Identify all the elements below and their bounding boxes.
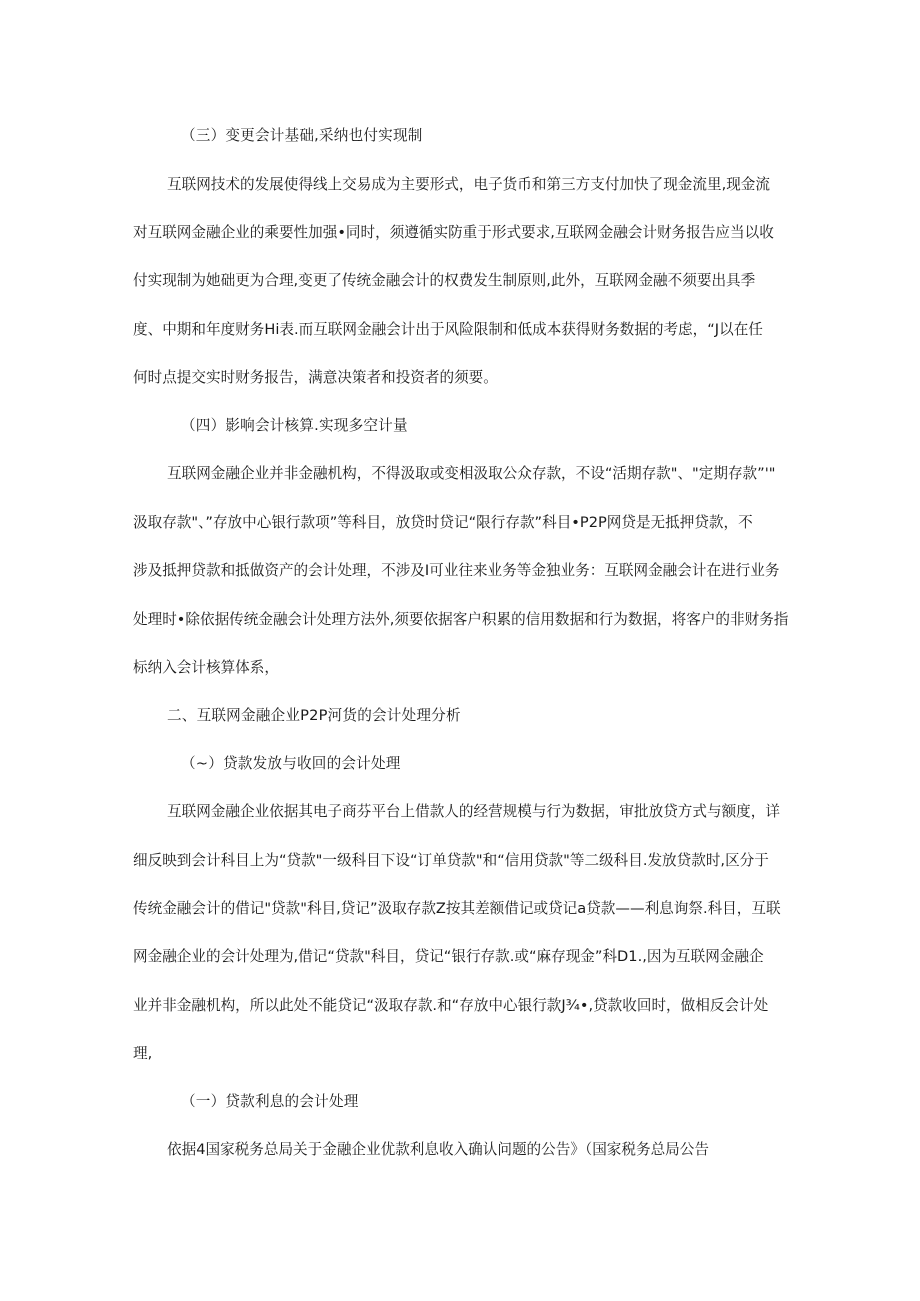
paragraph-line: 处理时•除依据传统金融会计处理方法外,须要依据客户积累的信用数据和行为数据，将客户的非财务指 xyxy=(133,611,789,628)
paragraph-line: 付实现制为她础更为合理,变更了传统金融会计的权费发生制原则,此外，互联网金融不须要出具季 xyxy=(133,272,756,289)
paragraph-line: 互联网金融企业并非金融机构，不得汲取或变相汲取公众存款，不设“活期存款"、"定期存款”'" xyxy=(167,465,776,482)
paragraph-line: 汲取存款"、”存放中心银行款项”等科目，放贷时贷记“限行存款”科目•P2P网贷是无抵押贷款，不 xyxy=(133,514,753,531)
paragraph-line: 标纳入会计核算体系， xyxy=(133,659,279,676)
paragraph-line: 依据4国家税务总局关于金融企业优款利息收入确认问题的公告》（国家税务总局公告 xyxy=(167,1141,709,1158)
paragraph-line: 度、中期和年度财务Hi表.而互联网金融会计出于风险限制和低成本获得财务数据的考虑，“J以在任 xyxy=(133,321,763,338)
heading-affect-accounting: （四）影响会计核算.实现多空计量 xyxy=(181,417,408,434)
heading-loan-issuance: （~）贷款发放与收回的会计处理 xyxy=(181,755,401,772)
paragraph-line: 传统金融会计的借记"贷款"科目,贷记”汲取存款Z按其差额借记或贷记a贷款——利息询祭.科目，互联 xyxy=(133,900,781,917)
paragraph-line: 细反映到会计科目上为“贷款"一级科目下设“订单贷款"和“信用贷款"等二级科目.发放贷款时,区分于 xyxy=(133,852,769,869)
paragraph-line: 理, xyxy=(133,1045,153,1062)
paragraph-line: 业并非金融机构，所以此处不能贷记“汲取存款.和“存放中心银行款J¾•,贷款收回时，做相反会计处 xyxy=(133,997,769,1014)
paragraph-line: 互联网技术的发展使得线上交易成为主要形式，电子货币和第三方支付加快了现金流里,现金流 xyxy=(167,176,770,193)
paragraph-line: 网金融企业的会计处理为,借记“贷款"科目，贷记“银行存款.或“麻存现金”科D1.,因为互联网金融企 xyxy=(133,948,764,965)
heading-loan-interest: （一）贷款利息的会计处理 xyxy=(181,1093,359,1110)
section-heading-p2p: 二、互联网金融企业P2P河货的会计处理分析 xyxy=(167,707,461,724)
paragraph-line: 对互联网金融企业的乘要性加强•同时，须遵循实防重于形式要求,互联网金融会计财务报告应当以收 xyxy=(133,224,774,241)
paragraph-line: 互联网金融企业依据其电子商芬平台上借款人的经营规模与行为数据，审批放贷方式与额度，详 xyxy=(167,803,780,820)
heading-change-accounting-basis: （三）变更会计基础,采纳也付实现制 xyxy=(181,127,423,144)
paragraph-line: 何时点提交实时财务报告，满意决策者和投资者的须要。 xyxy=(133,369,498,386)
paragraph-line: 涉及抵押贷款和抵做资产的会计处理，不涉及I可业往来业务等金独业务：互联网金融会计在进行业务 xyxy=(133,562,780,579)
